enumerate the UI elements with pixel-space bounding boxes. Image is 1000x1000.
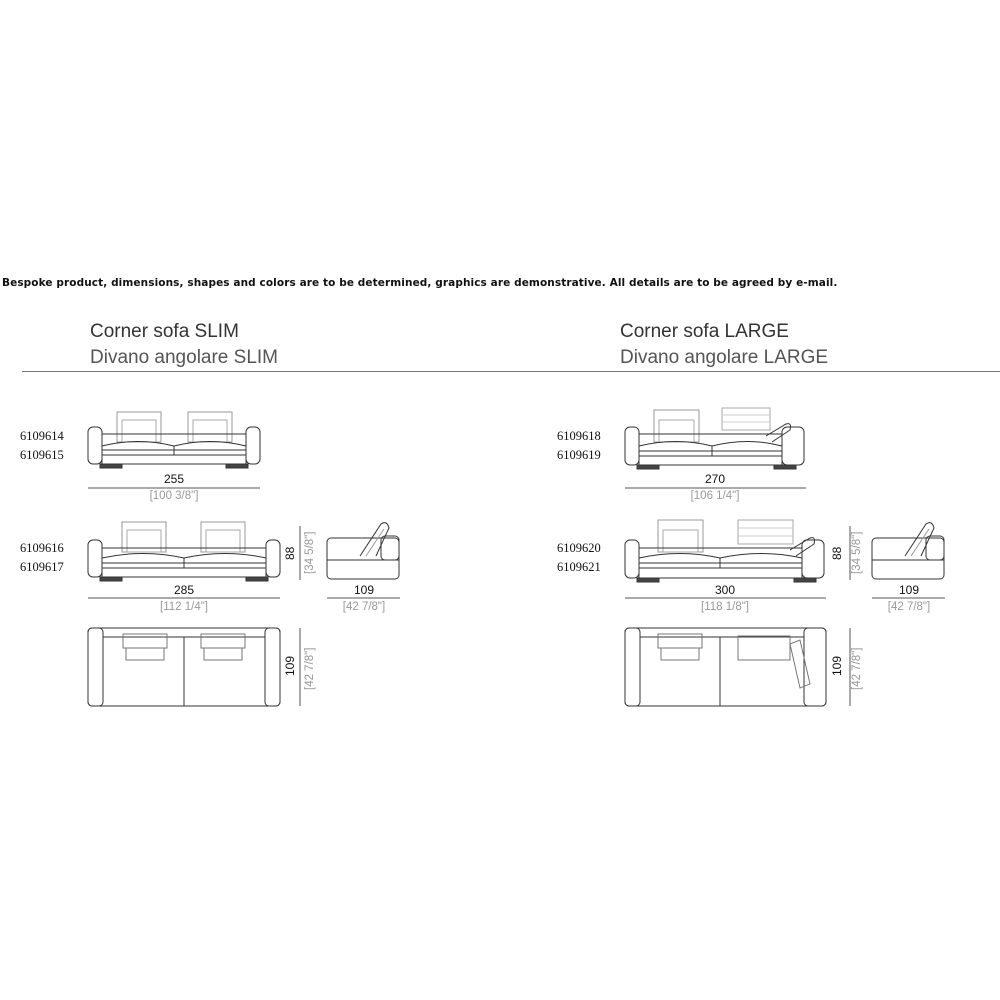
slim-plan-depth-inches: [42 7/8"] (304, 647, 316, 690)
slim-code-4: 6109617 (20, 560, 64, 574)
slim-width-b: 285 (173, 583, 195, 597)
large-width-b-inches: [118 1/8"] (701, 601, 749, 613)
slim-subtitle: Divano angolare SLIM (90, 347, 278, 368)
large-plan-depth: 109 (830, 655, 844, 676)
large-code-3: 6109620 (557, 541, 601, 555)
large-sofa-plan-view (625, 628, 826, 706)
large-height: 88 (830, 546, 844, 560)
large-subtitle: Divano angolare LARGE (620, 347, 829, 368)
slim-code-2: 6109615 (20, 448, 64, 462)
slim-height: 88 (283, 546, 297, 560)
slim-code-3: 6109616 (20, 541, 64, 555)
slim-depth-inches: [42 7/8"] (342, 601, 386, 613)
slim-width-a: 255 (163, 472, 185, 486)
large-title: Corner sofa LARGE (620, 321, 789, 342)
slim-depth: 109 (353, 583, 375, 597)
slim-height-inches: [34 5/8"] (304, 531, 316, 574)
large-width-a-inches: [106 1/4"] (690, 490, 740, 502)
disclaimer-text: Bespoke product, dimensions, shapes and colors are to be determined, graphics are demonstrative. All details are to be agreed by e-mail. (2, 277, 838, 289)
slim-width-a-inches: [100 3/8"] (149, 490, 199, 502)
large-code-2: 6109619 (557, 448, 601, 462)
large-code-4: 6109621 (557, 560, 601, 574)
large-depth: 109 (898, 583, 920, 597)
slim-title: Corner sofa SLIM (90, 321, 239, 342)
large-depth-inches: [42 7/8"] (887, 601, 931, 613)
large-width-a: 270 (704, 472, 726, 486)
slim-sofa-plan-view (88, 628, 280, 706)
large-width-b: 300 (714, 583, 736, 597)
large-height-inches: [34 5/8"] (851, 531, 863, 574)
slim-plan-depth: 109 (283, 655, 297, 676)
large-code-1: 6109618 (557, 429, 601, 443)
slim-code-1: 6109614 (20, 429, 64, 443)
slim-width-b-inches: [112 1/4"] (160, 601, 208, 613)
large-plan-depth-inches: [42 7/8"] (851, 647, 863, 690)
